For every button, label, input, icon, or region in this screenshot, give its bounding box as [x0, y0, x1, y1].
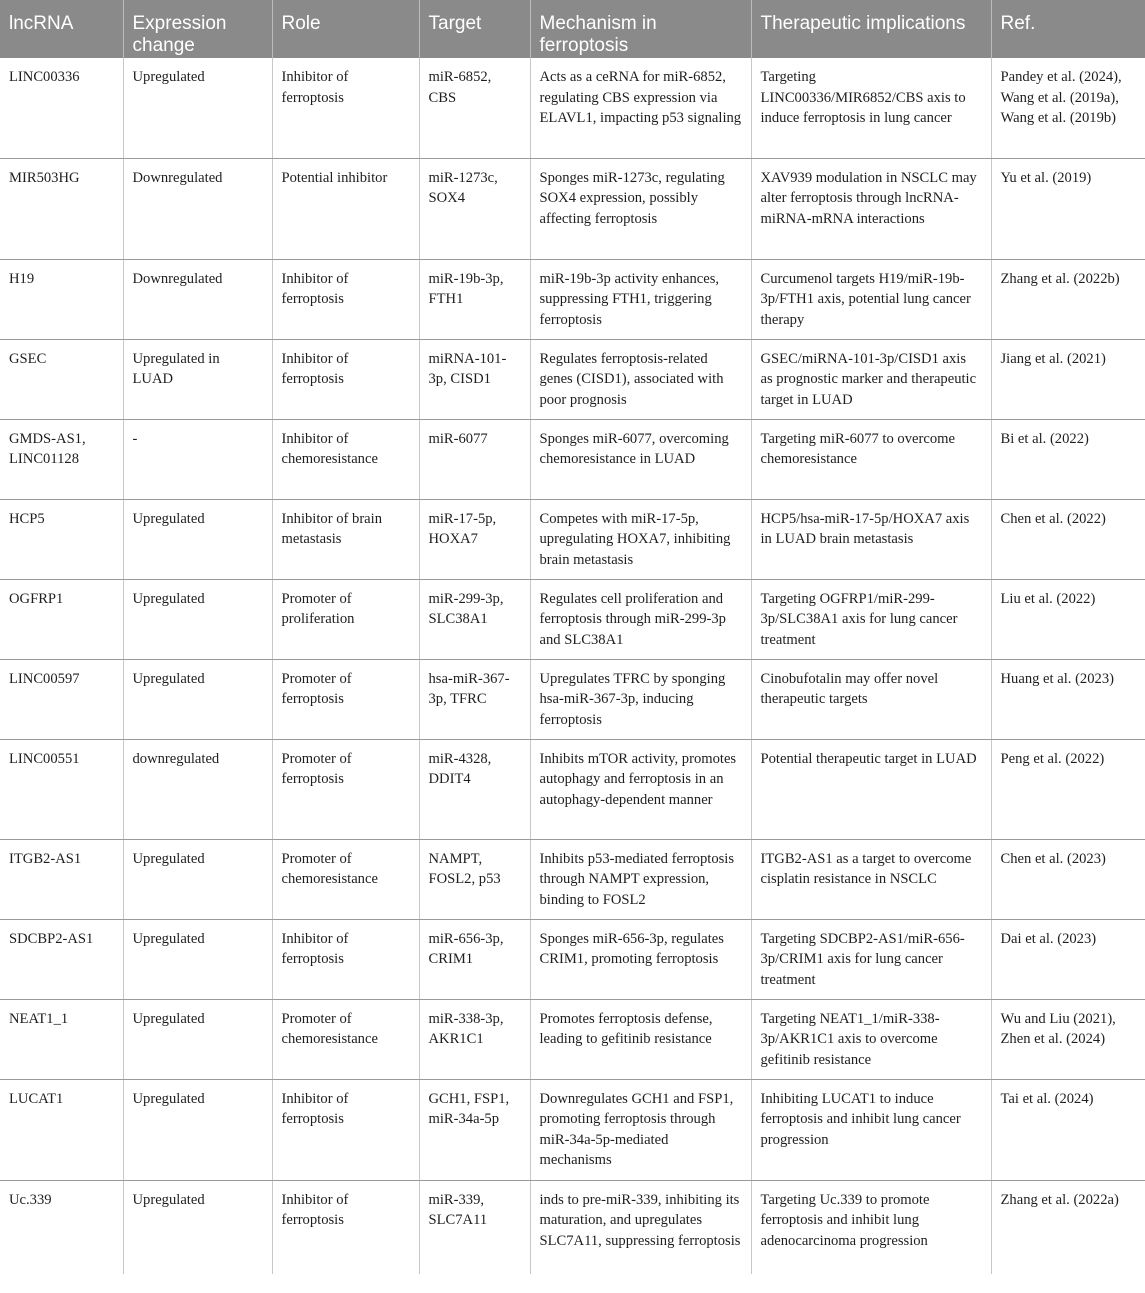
header-therapeutic-implications: Therapeutic implications	[751, 0, 991, 58]
header-target: Target	[419, 0, 530, 58]
cell-lncrna: H19	[0, 259, 123, 339]
cell-target: GCH1, FSP1, miR-34a-5p	[419, 1079, 530, 1180]
cell-ref: Liu et al. (2022)	[991, 579, 1145, 659]
cell-therapeutic: ITGB2-AS1 as a target to overcome cisplatin resistance in NSCLC	[751, 839, 991, 919]
cell-therapeutic: Curcumenol targets H19/miR-19b-3p/FTH1 axis, potential lung cancer therapy	[751, 259, 991, 339]
table-row	[0, 739, 1145, 839]
cell-mechanism: miR-19b-3p activity enhances, suppressing FTH1, triggering ferroptosis	[530, 259, 751, 339]
cell-expression: Upregulated	[123, 659, 272, 739]
cell-target: miR-6077	[419, 419, 530, 499]
cell-mechanism: Inhibits p53-mediated ferroptosis through NAMPT expression, binding to FOSL2	[530, 839, 751, 919]
cell-lncrna: HCP5	[0, 499, 123, 579]
cell-role: Inhibitor of ferroptosis	[272, 259, 419, 339]
cell-mechanism: inds to pre-miR-339, inhibiting its maturation, and upregulates SLC7A11, suppressing ferroptosis	[530, 1180, 751, 1274]
table-row	[0, 158, 1145, 259]
table-row	[0, 839, 1145, 919]
cell-lncrna: NEAT1_1	[0, 999, 123, 1079]
cell-expression: Upregulated	[123, 1079, 272, 1180]
cell-role: Promoter of chemoresistance	[272, 839, 419, 919]
table-row	[0, 58, 1145, 158]
cell-therapeutic: XAV939 modulation in NSCLC may alter ferroptosis through lncRNA-miRNA-mRNA interactions	[751, 158, 991, 259]
cell-target: miR-1273c, SOX4	[419, 158, 530, 259]
cell-role: Promoter of proliferation	[272, 579, 419, 659]
cell-role: Promoter of ferroptosis	[272, 659, 419, 739]
cell-target: NAMPT, FOSL2, p53	[419, 839, 530, 919]
cell-ref: Dai et al. (2023)	[991, 919, 1145, 999]
cell-expression: Upregulated	[123, 579, 272, 659]
cell-target: hsa-miR-367-3p, TFRC	[419, 659, 530, 739]
cell-expression: downregulated	[123, 739, 272, 839]
header-ref: Ref.	[991, 0, 1145, 58]
header-lncrna: lncRNA	[0, 0, 123, 58]
table-row	[0, 1079, 1145, 1180]
cell-ref: Wu and Liu (2021), Zhen et al. (2024)	[991, 999, 1145, 1079]
cell-expression: Upregulated in LUAD	[123, 339, 272, 419]
cell-lncrna: OGFRP1	[0, 579, 123, 659]
cell-expression: Upregulated	[123, 919, 272, 999]
table-row	[0, 419, 1145, 499]
cell-mechanism: Promotes ferroptosis defense, leading to gefitinib resistance	[530, 999, 751, 1079]
cell-therapeutic: Targeting NEAT1_1/miR-338-3p/AKR1C1 axis to overcome gefitinib resistance	[751, 999, 991, 1079]
cell-role: Inhibitor of ferroptosis	[272, 339, 419, 419]
table-row	[0, 579, 1145, 659]
cell-ref: Bi et al. (2022)	[991, 419, 1145, 499]
cell-expression: -	[123, 419, 272, 499]
cell-lncrna: LUCAT1	[0, 1079, 123, 1180]
cell-ref: Yu et al. (2019)	[991, 158, 1145, 259]
cell-therapeutic: HCP5/hsa-miR-17-5p/HOXA7 axis in LUAD brain metastasis	[751, 499, 991, 579]
cell-expression: Upregulated	[123, 999, 272, 1079]
cell-role: Inhibitor of ferroptosis	[272, 58, 419, 158]
cell-ref: Tai et al. (2024)	[991, 1079, 1145, 1180]
cell-lncrna: GMDS-AS1, LINC01128	[0, 419, 123, 499]
cell-therapeutic: Targeting OGFRP1/miR-299-3p/SLC38A1 axis for lung cancer treatment	[751, 579, 991, 659]
cell-lncrna: Uc.339	[9, 1191, 52, 1208]
cell-expression: Upregulated	[123, 839, 272, 919]
table-row	[0, 499, 1145, 579]
table-header	[0, 0, 1145, 58]
cell-mechanism: Sponges miR-1273c, regulating SOX4 expression, possibly affecting ferroptosis	[530, 158, 751, 259]
cell-ref: Huang et al. (2023)	[991, 659, 1145, 739]
cell-lncrna: LINC00551	[0, 739, 123, 839]
cell-target: miR-4328, DDIT4	[419, 739, 530, 839]
cell-therapeutic: Potential therapeutic target in LUAD	[751, 739, 991, 839]
cell-mechanism: Sponges miR-656-3p, regulates CRIM1, promoting ferroptosis	[530, 919, 751, 999]
cell-ref: Peng et al. (2022)	[991, 739, 1145, 839]
table-row	[0, 339, 1145, 419]
cell-therapeutic: Targeting miR-6077 to overcome chemoresistance	[751, 419, 991, 499]
cell-ref: Zhang et al. (2022b)	[991, 259, 1145, 339]
cell-expression: Upregulated	[123, 58, 272, 158]
cell-lncrna: LINC00336	[0, 58, 123, 158]
cell-therapeutic: Targeting Uc.339 to promote ferroptosis and inhibit lung adenocarcinoma progression	[751, 1180, 991, 1274]
cell-target: miR-338-3p, AKR1C1	[419, 999, 530, 1079]
cell-expression: Downregulated	[123, 158, 272, 259]
cell-mechanism: Sponges miR-6077, overcoming chemoresistance in LUAD	[530, 419, 751, 499]
cell-expression: Upregulated	[123, 499, 272, 579]
table-row	[0, 919, 1145, 999]
table-row	[0, 259, 1145, 339]
cell-target: miR-19b-3p, FTH1	[419, 259, 530, 339]
cell-role: Inhibitor of ferroptosis	[272, 1079, 419, 1180]
cell-therapeutic: Inhibiting LUCAT1 to induce ferroptosis and inhibit lung cancer progression	[751, 1079, 991, 1180]
cell-role: Inhibitor of ferroptosis	[272, 919, 419, 999]
cell-role: Promoter of ferroptosis	[272, 739, 419, 839]
cell-target: miRNA-101-3p, CISD1	[419, 339, 530, 419]
table-row	[0, 999, 1145, 1079]
cell-mechanism: Acts as a ceRNA for miR-6852, regulating CBS expression via ELAVL1, impacting p53 signaling	[530, 58, 751, 158]
cell-target: miR-17-5p, HOXA7	[419, 499, 530, 579]
header-expression-change: Expression change	[123, 0, 272, 58]
header-role: Role	[272, 0, 419, 58]
cell-target: miR-6852, CBS	[419, 58, 530, 158]
cell-target: miR-339, SLC7A11	[419, 1180, 530, 1274]
cell-ref: Zhang et al. (2022a)	[991, 1180, 1145, 1274]
cell-mechanism: Inhibits mTOR activity, promotes autophagy and ferroptosis in an autophagy-dependent manner	[530, 739, 751, 839]
cell-ref: Chen et al. (2023)	[991, 839, 1145, 919]
cell-lncrna: MIR503HG	[0, 158, 123, 259]
cell-lncrna: ITGB2-AS1	[0, 839, 123, 919]
cell-therapeutic: Cinobufotalin may offer novel therapeutic targets	[751, 659, 991, 739]
cell-ref: Jiang et al. (2021)	[991, 339, 1145, 419]
cell-lncrna: GSEC	[0, 339, 123, 419]
cell-target: miR-656-3p, CRIM1	[419, 919, 530, 999]
cell-role: Inhibitor of ferroptosis	[272, 1180, 419, 1274]
cell-therapeutic: Targeting SDCBP2-AS1/miR-656-3p/CRIM1 axis for lung cancer treatment	[751, 919, 991, 999]
table-row	[0, 659, 1145, 739]
cell-ref: Pandey et al. (2024), Wang et al. (2019a), Wang et al. (2019b)	[991, 58, 1145, 158]
cell-mechanism: Regulates ferroptosis-related genes (CISD1), associated with poor prognosis	[530, 339, 751, 419]
cell-role: Potential inhibitor	[272, 158, 419, 259]
cell-therapeutic: GSEC/miRNA-101-3p/CISD1 axis as prognostic marker and therapeutic target in LUAD	[751, 339, 991, 419]
cell-mechanism: Competes with miR-17-5p, upregulating HOXA7, inhibiting brain metastasis	[530, 499, 751, 579]
cell-lncrna: SDCBP2-AS1	[0, 919, 123, 999]
cell-role: Promoter of chemoresistance	[272, 999, 419, 1079]
cell-ref: Chen et al. (2022)	[991, 499, 1145, 579]
cell-target: miR-299-3p, SLC38A1	[419, 579, 530, 659]
cell-expression: Downregulated	[123, 259, 272, 339]
cell-role: Inhibitor of chemoresistance	[272, 419, 419, 499]
cell-therapeutic: Targeting LINC00336/MIR6852/CBS axis to induce ferroptosis in lung cancer	[751, 58, 991, 158]
cell-mechanism: Downregulates GCH1 and FSP1, promoting ferroptosis through miR-34a-5p-mediated mechanisms	[530, 1079, 751, 1180]
cell-lncrna: LINC00597	[0, 659, 123, 739]
table-row	[0, 1180, 1145, 1274]
cell-expression: Upregulated	[123, 1180, 272, 1274]
header-mechanism: Mechanism in ferroptosis	[530, 0, 751, 58]
cell-mechanism: Upregulates TFRC by sponging hsa-miR-367-3p, inducing ferroptosis	[530, 659, 751, 739]
header-row	[0, 0, 1145, 58]
table-body	[0, 58, 1145, 1274]
cell-mechanism: Regulates cell proliferation and ferroptosis through miR-299-3p and SLC38A1	[530, 579, 751, 659]
cell-role: Inhibitor of brain metastasis	[272, 499, 419, 579]
